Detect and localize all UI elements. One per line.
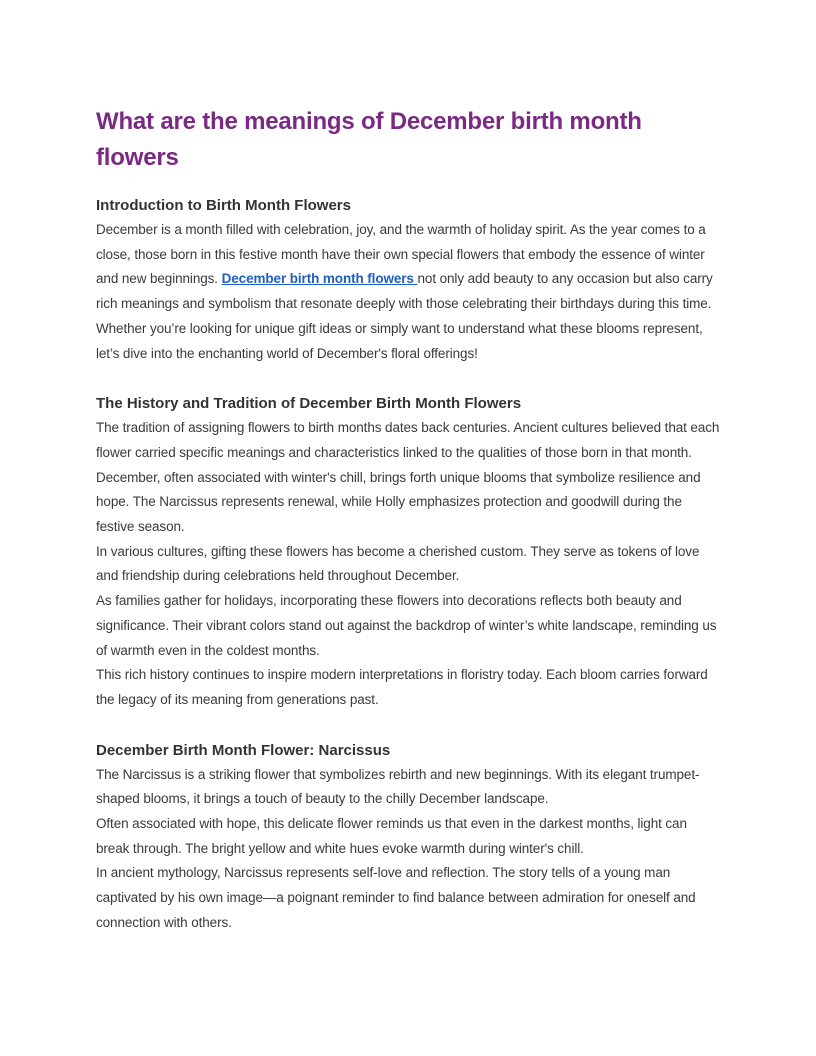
- section-narcissus: [96, 739, 720, 936]
- intro-text-after-link: not only add beauty to any occasion but also carry rich meanings and symbolism that resonate deeply with those celebrating their birthdays during this time. Whether you’re looking for unique gift ideas or simply want to understand what these blooms represent, let’s dive into the enchanting world of December's floral offerings!: [96, 271, 713, 361]
- document-page: [96, 104, 720, 936]
- intro-paragraph: [96, 218, 720, 366]
- history-paragraph: As families gather for holidays, incorporating these flowers into decorations reflects both beauty and significance. Their vibrant colors stand out against the backdrop of winter’s white landscape, reminding us of warmth even in the coldest months.: [96, 593, 717, 658]
- history-paragraph: December, often associated with winter's chill, brings forth unique blooms that symbolize resilience and hope. The Narcissus represents renewal, while Holly emphasizes protection and goodwill during the festive season.: [96, 469, 701, 535]
- december-birth-month-flowers-link[interactable]: December birth month flowers: [221, 271, 418, 287]
- section-history: [96, 392, 720, 712]
- narcissus-paragraph: Often associated with hope, this delicate flower reminds us that even in the darkest months, light can break through. The bright yellow and white hues evoke warmth during winter's chill.: [96, 816, 687, 856]
- narcissus-paragraph: In ancient mythology, Narcissus represents self-love and reflection. The story tells of a young man captivated by his own image—a poignant reminder to find balance between admiration for oneself and connection with others.: [96, 865, 696, 930]
- intro-text-before-link: December is a month filled with celebration, joy, and the warmth of holiday spirit. As the year comes to a close, those born in this festive month have their own special flowers that embody the essence of winter and new beginnings.: [96, 222, 706, 287]
- section-heading-history: The History and Tradition of December Birth Month Flowers: [96, 395, 522, 413]
- page-title: What are the meanings of December birth month flowers: [96, 108, 642, 171]
- section-introduction: [96, 194, 720, 366]
- section-heading-introduction: Introduction to Birth Month Flowers: [96, 197, 351, 214]
- history-paragraph: This rich history continues to inspire modern interpretations in floristry today. Each bloom carries forward the legacy of its meaning from generations past.: [96, 667, 708, 707]
- narcissus-paragraph: The Narcissus is a striking flower that symbolizes rebirth and new beginnings. With its elegant trumpet-shaped blooms, it brings a touch of beauty to the chilly December landscape.: [96, 766, 700, 807]
- history-paragraph: In various cultures, gifting these flowers has become a cherished custom. They serve as tokens of love and friendship during celebrations held throughout December.: [96, 543, 700, 584]
- history-paragraph: The tradition of assigning flowers to birth months dates back centuries. Ancient cultures believed that each flower carried specific meanings and characteristics linked to the qualities of those born in that month.: [96, 420, 720, 460]
- section-heading-narcissus: December Birth Month Flower: Narcissus: [96, 741, 391, 759]
